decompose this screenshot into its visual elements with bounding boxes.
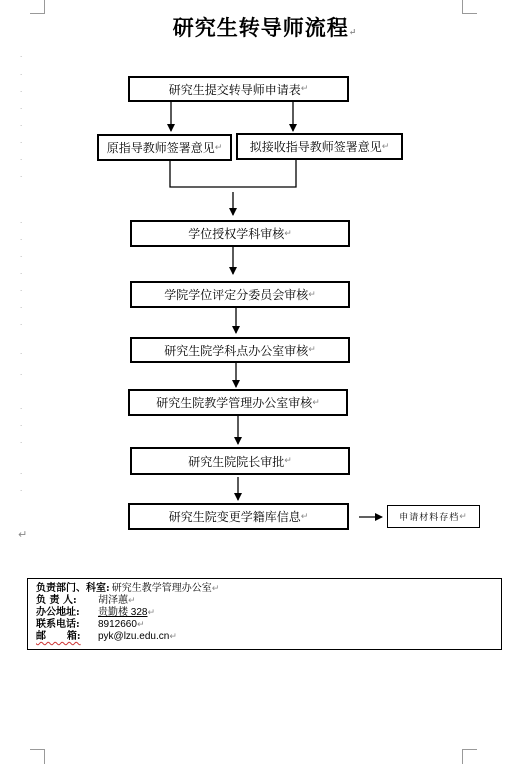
step-archive [387, 505, 480, 528]
step-committee-review [130, 281, 350, 308]
paragraph-mark: ↵ [211, 584, 220, 594]
paragraph-mark: ↵ [348, 28, 358, 38]
paragraph-mark: ↵ [312, 397, 320, 408]
step-new-advisor-sign [236, 133, 403, 160]
info-row-phone [36, 619, 493, 631]
step-orig-sign-label: 原指导教师签署意见 [106, 141, 215, 155]
info-row-person [36, 595, 493, 607]
merge-line [170, 160, 296, 187]
step-new-sign-label: 拟接收指导教师签署意见 [249, 140, 382, 154]
paragraph-mark: ↵ [308, 345, 316, 355]
page-title-text: 研究生转导师流程 [172, 15, 349, 40]
paragraph-mark: ↵ [459, 511, 468, 522]
paragraph-mark-standalone: ↵ [18, 528, 28, 541]
info-row-dept [36, 583, 493, 595]
step-discipline-review [130, 220, 350, 247]
phone-label: 联系电话: [36, 619, 80, 630]
step-dean-label: 研究生院院长审批 [188, 454, 285, 469]
step-archive-label: 申请材料存档 [399, 513, 460, 523]
paragraph-mark: ↵ [300, 511, 309, 522]
step-teaching-label: 研究生院教学管理办公室审核 [156, 396, 313, 410]
paragraph-mark: ↵ [214, 142, 223, 153]
step-office-label: 研究生院学科点办公室审核 [164, 343, 309, 358]
phone-value: 8912660 [98, 619, 137, 630]
contact-info-box [27, 578, 502, 650]
step-change-record [128, 503, 349, 530]
email-value: pyk@lzu.edu.cn [98, 631, 170, 642]
step-office-review [130, 337, 350, 363]
address-label: 办公地址: [36, 607, 80, 618]
paragraph-mark: ↵ [300, 84, 309, 94]
paragraph-mark: ↵ [128, 596, 136, 606]
dept-label: 负责部门、科室: [36, 583, 110, 594]
step-original-advisor-sign [97, 134, 232, 161]
paragraph-mark: ↵ [381, 141, 390, 152]
email-label: 邮 箱: [36, 631, 81, 642]
person-label: 负 责 人: [36, 595, 77, 606]
dept-value: 研究生教学管理办公室 [111, 583, 212, 594]
step-change-label: 研究生院变更学籍库信息 [168, 510, 301, 524]
paragraph-mark: ↵ [284, 228, 292, 239]
paragraph-mark: ↵ [308, 289, 316, 300]
step-submit-application [128, 76, 349, 102]
paragraph-mark: ↵ [169, 632, 177, 642]
person-value: 胡泽蕙 [98, 595, 128, 606]
paragraph-mark: ↵ [284, 456, 292, 466]
info-row-email [36, 631, 493, 643]
step-discipline-label: 学位授权学科审核 [188, 227, 285, 241]
paragraph-mark: ↵ [136, 620, 145, 630]
step-teaching-office-review [128, 389, 348, 416]
step-submit-label: 研究生提交转导师申请表 [168, 82, 301, 97]
step-dean-approval [130, 447, 350, 475]
address-value: 贵勤楼 328 [98, 607, 148, 618]
paragraph-mark: ↵ [147, 608, 156, 618]
info-row-address [36, 607, 493, 619]
step-committee-label: 学院学位评定分委员会审核 [164, 288, 309, 302]
